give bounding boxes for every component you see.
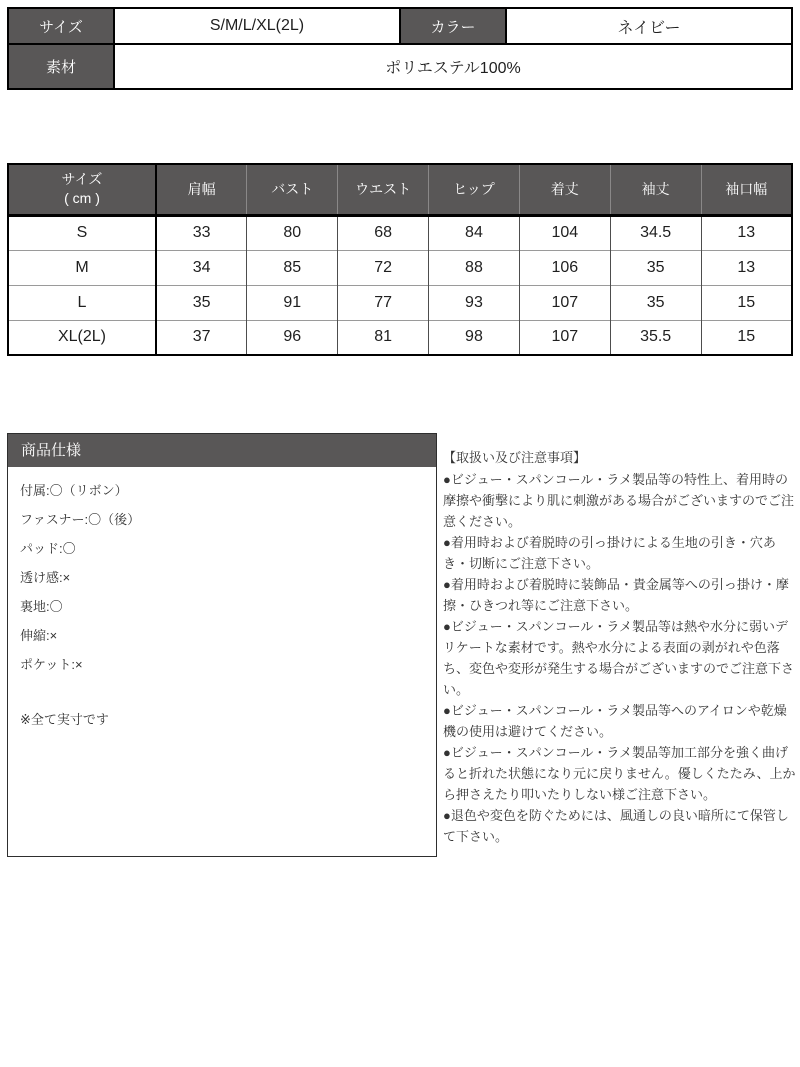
precaution-item: ●ビジュー・スパンコール・ラメ製品等の特性上、着用時の摩擦や衝撃により肌に刺激がある場合がございますのでご注意ください。 [443,472,795,529]
size-cell: 15 [701,285,792,320]
size-cell: 33 [156,215,247,250]
spec-item-pocket: ポケット:× [20,657,83,672]
summary-color-value: ネイビー [506,8,792,44]
column-header-cuff: 袖口幅 [701,164,792,215]
size-cell: 35 [610,285,701,320]
column-header-bust: バスト [247,164,338,215]
table-row-l [8,285,792,320]
size-cell: 68 [338,215,429,250]
size-cell: 104 [519,215,610,250]
column-header-sleeve: 袖丈 [610,164,701,215]
size-row-label: XL(2L) [8,320,156,355]
size-cell: 37 [156,320,247,355]
spec-item-attachment: 付属:〇（リボン） [20,483,128,498]
size-cell: 80 [247,215,338,250]
size-cell: 81 [338,320,429,355]
precaution-item: ●着用時および着脱時に装飾品・貴金属等への引っ掛け・摩擦・ひきつれ等にご注意下さい。 [443,577,789,613]
product-summary-table [7,7,793,90]
product-spec-box [7,433,437,857]
summary-row-material [8,44,792,89]
size-cell: 96 [247,320,338,355]
size-cell: 106 [519,250,610,285]
column-header-length: 着丈 [519,164,610,215]
table-row-s [8,215,792,250]
size-cell: 88 [429,250,520,285]
column-header-waist: ウエスト [338,164,429,215]
spec-item-stretch: 伸縮:× [20,628,58,643]
size-cell: 34 [156,250,247,285]
product-spec-title: 商品仕様 [8,434,436,467]
size-cell: 85 [247,250,338,285]
column-header-shoulder: 肩幅 [156,164,247,215]
precaution-item: ●退色や変色を防ぐためには、風通しの良い暗所にて保管して下さい。 [443,808,789,844]
size-cell: 91 [247,285,338,320]
summary-color-label: カラー [400,8,506,44]
spec-item-fastener: ファスナー:〇（後） [20,512,141,527]
size-cell: 35 [156,285,247,320]
size-row-label: S [8,215,156,250]
size-chart-header-row [8,164,792,215]
size-cell: 35.5 [610,320,701,355]
table-row-m [8,250,792,285]
spec-item-sheerness: 透け感:× [20,570,71,585]
product-spec-list [8,467,436,734]
precautions-title: 【取扱い及び注意事項】 [443,450,587,465]
size-cell: 107 [519,285,610,320]
summary-size-label: サイズ [8,8,114,44]
size-cell: 107 [519,320,610,355]
summary-material-label: 素材 [8,44,114,89]
size-cell: 84 [429,215,520,250]
size-row-label: L [8,285,156,320]
size-cell: 72 [338,250,429,285]
spec-item-lining: 裏地:〇 [20,599,63,614]
size-cell: 13 [701,250,792,285]
precaution-item: ●ビジュー・スパンコール・ラメ製品等は熱や水分に弱いデリケートな素材です。熱や水分による表面の剥がれや色落ち、変色や変形が発生する場合がございますのでご注意下さい。 [443,619,795,697]
size-row-label: M [8,250,156,285]
precaution-item: ●ビジュー・スパンコール・ラメ製品等加工部分を強く曲げると折れた状態になり元に戻りません。優しくたたみ、上から押さえたり叩いたりしない様ご注意下さい。 [443,745,796,802]
size-cell: 77 [338,285,429,320]
table-row-xl [8,320,792,355]
spec-item-pad: パッド:〇 [20,541,76,556]
spec-spacer [20,679,424,705]
size-cell: 93 [429,285,520,320]
precaution-item: ●着用時および着脱時の引っ掛けによる生地の引き・穴あき・切断にご注意下さい。 [443,535,776,571]
precaution-item: ●ビジュー・スパンコール・ラメ製品等へのアイロンや乾燥機の使用は避けてください。 [443,703,787,739]
size-cell: 34.5 [610,215,701,250]
size-chart-corner-header [8,164,156,215]
column-header-hip: ヒップ [429,164,520,215]
spec-note: ※全て実寸です [20,712,109,727]
size-cell: 35 [610,250,701,285]
size-cell: 15 [701,320,792,355]
size-chart-table [7,163,793,356]
size-cell: 98 [429,320,520,355]
summary-row-size-color [8,8,792,44]
size-chart-corner-line2: ( cm ) [64,190,100,207]
summary-size-value: S/M/L/XL(2L) [114,8,400,44]
size-cell: 13 [701,215,792,250]
precautions-section [443,447,796,847]
summary-material-value: ポリエステル100% [114,44,792,89]
size-chart-corner-line1: サイズ [61,171,103,188]
